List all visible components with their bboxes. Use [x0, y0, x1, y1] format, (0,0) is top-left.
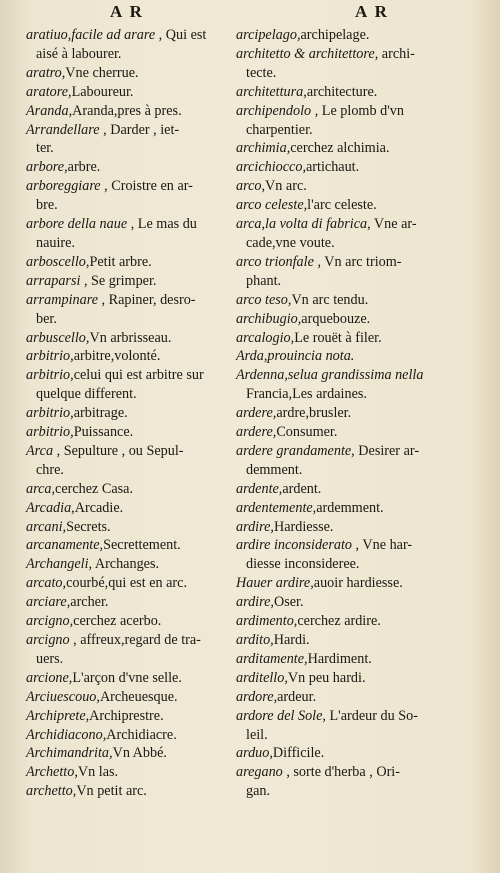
definition: auoir hardiesse. [313, 575, 403, 592]
definition-continuation: gan. [246, 783, 271, 800]
definition: archipelage. [300, 27, 370, 43]
dictionary-entry [26, 612, 258, 631]
headword: ardente, [236, 480, 283, 497]
dictionary-entry [236, 253, 468, 291]
headword: Arrandellare [26, 121, 100, 138]
headword: aregano [236, 764, 283, 781]
headword: arbore, [26, 159, 68, 176]
dictionary-entry [26, 480, 258, 499]
definition-continuation: cade,vne voute. [246, 234, 335, 251]
definition: archer. [70, 594, 109, 611]
headword: arrampinare [26, 291, 98, 308]
headword: Arca [26, 442, 54, 459]
dictionary-entry [236, 612, 468, 631]
definition: ardent. [282, 480, 322, 497]
dictionary-entry [236, 480, 468, 499]
definition: Le rouët à filer. [294, 329, 382, 346]
dictionary-entry [26, 272, 258, 291]
headword: arcani, [26, 518, 67, 535]
headword: ardito, [236, 632, 274, 648]
definition: Vn Abbé. [112, 745, 167, 762]
dictionary-entry [26, 536, 258, 555]
dictionary-entry [236, 763, 468, 801]
dictionary-entry [236, 83, 468, 102]
definition: , Se grimper. [80, 272, 157, 289]
headword: Arciuescouo, [26, 688, 100, 705]
dictionary-entry [236, 631, 468, 650]
definition: l'arc celeste. [307, 197, 377, 214]
headword: arciare, [26, 594, 71, 611]
definition: Vn arc tendu. [291, 291, 369, 308]
definition: arbitrage. [73, 405, 128, 422]
dictionary-entry [26, 291, 258, 329]
definition: , affreux,regard de tra- [69, 632, 201, 648]
dictionary-entry [236, 744, 468, 763]
dictionary-entry [26, 121, 258, 159]
headword: arcigno [26, 632, 70, 648]
dictionary-entry [236, 574, 468, 593]
headword: archibugio, [236, 310, 302, 327]
definition: , sorte d'herba , Ori- [282, 764, 400, 781]
headword: arbore della naue [26, 216, 128, 233]
definition-continuation: tecte. [246, 64, 277, 81]
headword: ardire, [236, 594, 274, 611]
headword: arbitrio, [26, 424, 74, 441]
headword: aratiuo,facile ad arare [26, 27, 156, 43]
definition: Consumer. [276, 424, 338, 441]
definition: Puissance. [73, 424, 134, 441]
headword: Archidiacono, [26, 726, 107, 743]
definition: L'ardeur du So- [325, 707, 418, 724]
dictionary-entry [26, 83, 258, 102]
dictionary-entry [26, 744, 258, 763]
dictionary-entry [26, 442, 258, 480]
definition: ardeur. [277, 688, 317, 705]
headword: arcato, [26, 575, 67, 592]
definition: L'arçon d'vne selle. [72, 669, 182, 686]
definition-continuation: nauire. [36, 234, 75, 251]
dictionary-entry [236, 347, 468, 366]
definition-continuation: chre. [36, 461, 64, 478]
right-column [236, 26, 468, 801]
headword: arcalogio, [236, 329, 295, 346]
dictionary-entry [236, 423, 468, 442]
headword: Archiprete, [26, 707, 90, 724]
left-column [26, 26, 258, 801]
headword: arcichiocco, [236, 159, 306, 176]
definition-continuation: ter. [36, 140, 54, 157]
dictionary-entry [236, 650, 468, 669]
headword: archetto, [26, 783, 77, 800]
dictionary-entry [236, 442, 468, 480]
headword: Archimandrita, [26, 745, 113, 762]
dictionary-entry [236, 291, 468, 310]
headword: Arda,prouincia nota. [236, 348, 355, 365]
headword: archipendolo [236, 102, 312, 119]
headword: Archetto, [26, 764, 78, 781]
headword: ardere, [236, 424, 277, 441]
dictionary-entry [26, 555, 258, 574]
dictionary-entry [26, 347, 258, 366]
definition: Secrettement. [103, 537, 181, 554]
dictionary-entry [236, 310, 468, 329]
definition-continuation: uers. [36, 650, 64, 667]
dictionary-entry [26, 102, 258, 121]
definition: Vne ar- [370, 216, 417, 233]
definition: , Darder , iet- [99, 121, 180, 138]
dictionary-entry [236, 26, 468, 45]
dictionary-entry [236, 404, 468, 423]
definition: Desirer ar- [354, 442, 420, 459]
definition: Difficile. [272, 745, 325, 762]
dictionary-entry [236, 158, 468, 177]
headword: ardire, [236, 518, 274, 535]
definition: artichaut. [306, 159, 360, 176]
definition: cerchez acerbo. [73, 613, 162, 630]
definition-continuation: quelque different. [36, 386, 137, 403]
dictionary-entry [236, 196, 468, 215]
dictionary-entry [236, 102, 468, 140]
definition: Archiprestre. [89, 707, 164, 724]
definition: Hardiment. [307, 650, 372, 667]
dictionary-entry [26, 726, 258, 745]
dictionary-entry [26, 64, 258, 83]
definition: Archeuesque. [99, 688, 178, 705]
headword: ardentemente, [236, 499, 317, 516]
headword: ardimento, [236, 613, 298, 630]
definition: cerchez Casa. [55, 480, 134, 497]
headword: architettura, [236, 83, 307, 100]
definition: Vn peu hardi. [287, 669, 366, 686]
headword: arbitrio, [26, 367, 74, 384]
definition: Vn arbrisseau. [89, 329, 172, 346]
definition: cerchez ardire. [297, 613, 381, 630]
dictionary-entry [26, 215, 258, 253]
definition: cerchez alchimia. [290, 140, 390, 157]
headword: arco, [236, 178, 266, 195]
definition: architecture. [306, 83, 378, 100]
definition-continuation: demment. [246, 461, 303, 478]
headword: architetto & architettore, [236, 45, 379, 62]
headword: aratore, [26, 83, 72, 100]
definition: Hardiesse. [273, 518, 334, 535]
headword: Aranda, [26, 102, 73, 119]
definition-continuation: phant. [246, 272, 282, 289]
definition-continuation: Francia,Les ardaines. [246, 386, 367, 403]
definition: Vne cherrue. [65, 64, 139, 81]
definition: Aranda,pres à pres. [72, 102, 182, 119]
headword: arcigno, [26, 613, 74, 630]
headword: arcione, [26, 669, 73, 686]
dictionary-entry [26, 593, 258, 612]
headword: arbuscello, [26, 329, 90, 346]
definition-continuation: diesse inconsideree. [246, 556, 360, 573]
definition: Arcadie. [74, 499, 124, 516]
headword: Ardenna,selua grandissima nella [236, 367, 424, 384]
headword: ardore del Sole, [236, 707, 326, 724]
definition-continuation: charpentier. [246, 121, 313, 138]
definition: courbé,qui est en arc. [66, 575, 187, 592]
definition: ardre,brusler. [276, 405, 352, 422]
headword: archimia, [236, 140, 291, 157]
headword: Arcadia, [26, 499, 75, 516]
dictionary-entry [236, 366, 468, 404]
dictionary-entry [26, 688, 258, 707]
headword: ardere, [236, 405, 277, 422]
headword: arboscello, [26, 253, 90, 270]
dictionary-entry [26, 574, 258, 593]
dictionary-entry [26, 253, 258, 272]
headword: ardore, [236, 688, 278, 705]
dictionary-entry [26, 763, 258, 782]
dictionary-entry [26, 177, 258, 215]
definition-continuation: bre. [36, 197, 58, 214]
dictionary-entry [236, 536, 468, 574]
definition: Archidiacre. [106, 726, 177, 743]
definition-continuation: ber. [36, 310, 57, 327]
headword: arco celeste, [236, 197, 308, 214]
headword: Archangeli, [26, 556, 93, 573]
headword: arco teso, [236, 291, 292, 308]
dictionary-entry [26, 404, 258, 423]
running-header [0, 2, 500, 28]
definition: , Croistre en ar- [100, 178, 193, 195]
dictionary-entry [236, 215, 468, 253]
dictionary-entry [26, 782, 258, 801]
dictionary-entry [26, 707, 258, 726]
dictionary-entry [26, 26, 258, 64]
headword: arbitrio, [26, 405, 74, 422]
dictionary-entry [236, 499, 468, 518]
headword: aratro, [26, 64, 66, 81]
definition: Laboureur. [71, 83, 134, 100]
headword: arca,la volta di fabrica, [236, 216, 371, 233]
dictionary-entry [26, 499, 258, 518]
headword: ardere grandamente, [236, 442, 355, 459]
definition: Archanges. [92, 556, 160, 573]
dictionary-entry [26, 423, 258, 442]
definition: , Le plomb d'vn [311, 102, 404, 119]
dictionary-entry [236, 177, 468, 196]
definition: Vn petit arc. [76, 783, 147, 800]
definition-continuation: leil. [246, 726, 268, 743]
headword: arbitrio, [26, 348, 74, 365]
header-left: A R [110, 2, 144, 21]
headword: arditamente, [236, 650, 308, 667]
dictionary-entry [26, 669, 258, 688]
dictionary-entry [236, 707, 468, 745]
definition: Vn arc. [265, 178, 307, 195]
definition: arbitre,volonté. [73, 348, 161, 365]
header-right: A R [355, 2, 389, 21]
dictionary-entry [236, 329, 468, 348]
headword: arboreggiare [26, 178, 101, 195]
headword: arditello, [236, 669, 288, 686]
definition-continuation: aisé à labourer. [36, 45, 122, 62]
definition: archi- [378, 45, 415, 62]
definition: , Vn arc triom- [313, 253, 402, 270]
dictionary-entry [236, 139, 468, 158]
definition: celui qui est arbitre sur [73, 367, 204, 384]
definition: , Vne har- [352, 537, 413, 554]
definition: , Qui est [155, 27, 207, 43]
dictionary-entry [26, 366, 258, 404]
headword: arraparsi [26, 272, 81, 289]
headword: arduo, [236, 745, 273, 762]
dictionary-entry [26, 158, 258, 177]
definition: arquebouze. [301, 310, 371, 327]
definition: Hardi. [273, 632, 310, 648]
headword: arcanamente, [26, 537, 104, 554]
dictionary-entry [236, 669, 468, 688]
dictionary-entry [26, 518, 258, 537]
headword: Hauer ardire, [236, 575, 314, 592]
definition: Petit arbre. [89, 253, 152, 270]
dictionary-entry [26, 631, 258, 669]
definition: Oser. [273, 594, 304, 611]
headword: ardire inconsiderato [236, 537, 352, 554]
dictionary-entry [236, 593, 468, 612]
headword: arcipelago, [236, 27, 301, 43]
dictionary-entry [236, 45, 468, 83]
definition: Vn las. [77, 764, 119, 781]
definition: , Sepulture , ou Sepul- [53, 442, 184, 459]
definition: ardemment. [316, 499, 384, 516]
definition: arbre. [67, 159, 101, 176]
definition: Secrets. [66, 518, 111, 535]
headword: arco trionfale [236, 253, 314, 270]
dictionary-entry [236, 688, 468, 707]
dictionary-entry [236, 518, 468, 537]
dictionary-entry [26, 329, 258, 348]
headword: arca, [26, 480, 56, 497]
definition: , Le mas du [127, 216, 197, 233]
definition: , Rapiner, desro- [98, 291, 196, 308]
